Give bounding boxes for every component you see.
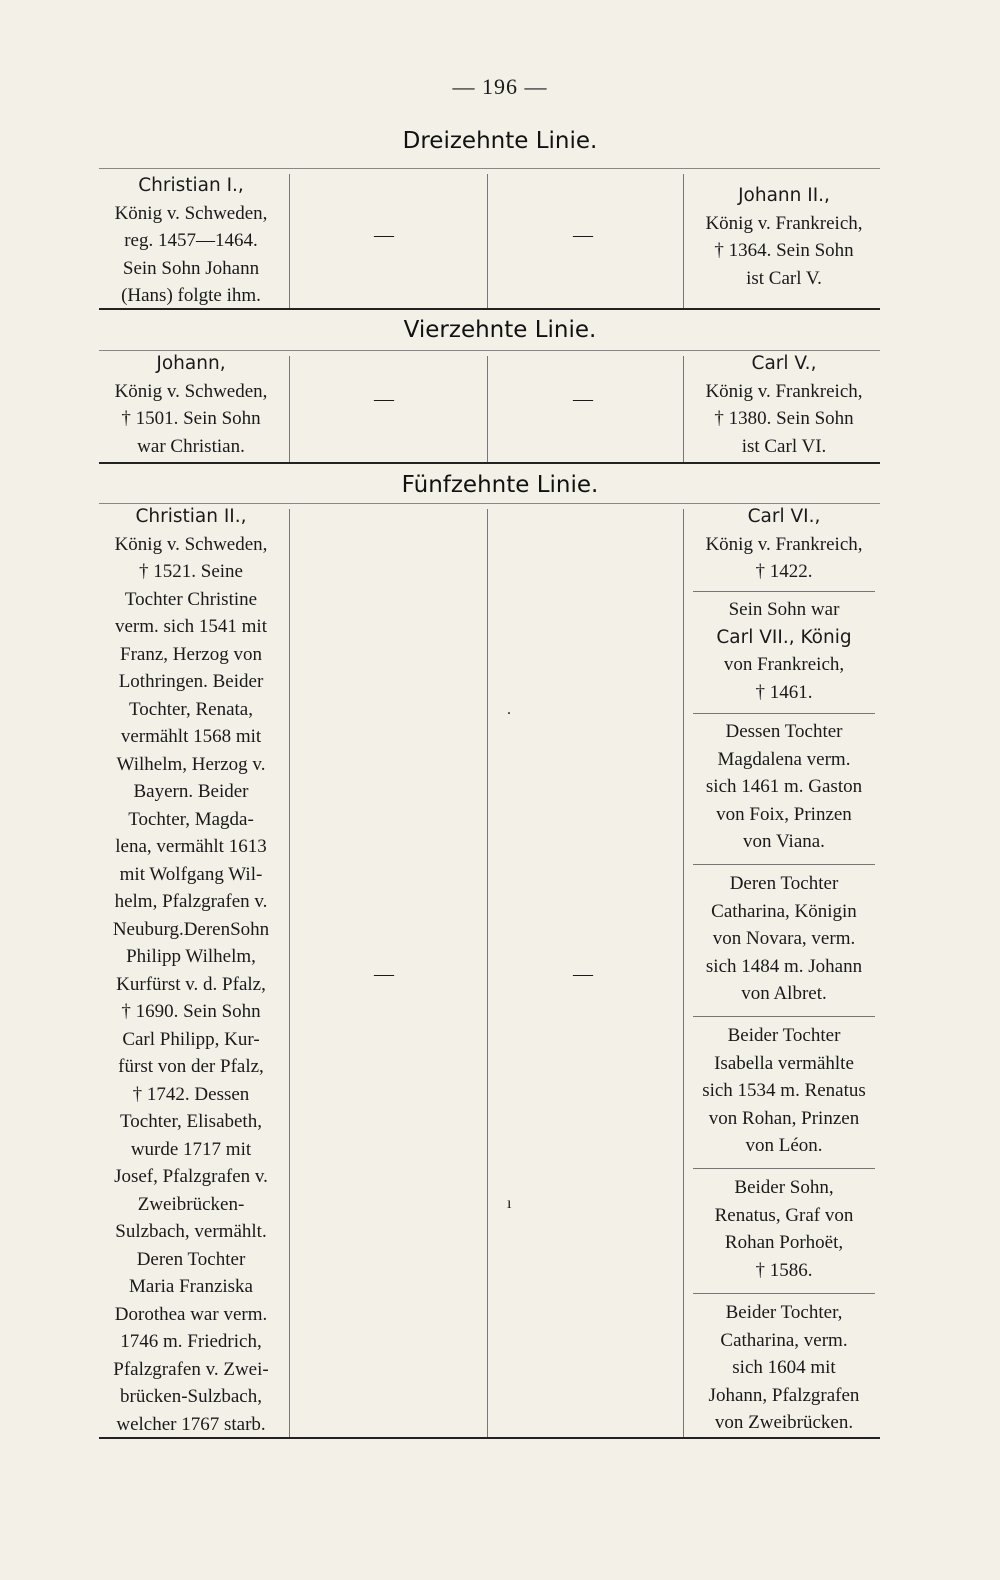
right-entry-block xyxy=(688,718,880,856)
entry-line: Beider Tochter xyxy=(727,1025,841,1046)
section-title-13: Dreizehnte Linie. xyxy=(402,128,598,154)
lineage-table-13 xyxy=(99,168,880,310)
entry-line: von Rohan, Prinzen xyxy=(708,1107,860,1129)
left-entry xyxy=(99,172,283,310)
right-entry xyxy=(688,182,880,292)
entry-line: 1746 m. Friedrich, xyxy=(120,1331,262,1352)
right-entry-block xyxy=(688,1299,880,1437)
entry-line: sich 1484 m. Johann xyxy=(705,955,863,977)
entry-line: von Léon. xyxy=(745,1135,823,1156)
table-bottom-rule xyxy=(99,1437,880,1439)
entry-line: (Hans) folgte ihm. xyxy=(121,285,261,306)
entry-line: Lothringen. Beider xyxy=(118,671,264,692)
column-divider xyxy=(487,356,488,462)
column-divider xyxy=(487,509,488,1437)
block-divider xyxy=(693,864,875,865)
entry-line: Catharina, verm. xyxy=(720,1329,848,1351)
entry-line: vermählt 1568 mit xyxy=(120,726,262,747)
column-divider xyxy=(487,174,488,308)
empty-dash: — xyxy=(573,224,593,246)
entry-line: Catharina, Königin xyxy=(711,900,857,922)
entry-line: † 1742. Dessen xyxy=(132,1083,250,1105)
entry-line: war Christian. xyxy=(137,435,245,457)
empty-dash: — xyxy=(374,224,394,246)
entry-line: mit Wolfgang Wil- xyxy=(119,863,263,885)
entry-line: ist Carl VI. xyxy=(741,435,827,457)
entry-line: Bayern. Beider xyxy=(133,781,249,802)
empty-dash: — xyxy=(573,388,593,410)
entry-line: ist Carl V. xyxy=(746,267,822,289)
entry-line: Franz, Herzog von xyxy=(120,643,262,665)
entry-line: † 1380. Sein Sohn xyxy=(714,408,854,429)
left-entry xyxy=(99,350,283,460)
entry-line: Sein Sohn war xyxy=(728,599,840,620)
entry-line: Carl VII., König xyxy=(716,626,852,648)
entry-line: Rohan Porhoët, xyxy=(724,1232,844,1253)
entry-line: † 1461. xyxy=(755,681,813,703)
right-entry-block xyxy=(688,596,880,706)
entry-line: von Zweibrücken. xyxy=(714,1412,854,1433)
entry-line: Neuburg.DerenSohn xyxy=(112,918,270,940)
entry-line: Carl V., xyxy=(751,353,817,374)
entry-line: Deren Tochter xyxy=(136,1248,246,1270)
entry-line: Carl Philipp, Kur- xyxy=(122,1028,260,1050)
entry-line: Carl VI., xyxy=(747,506,821,527)
entry-line: König v. Frankreich, xyxy=(705,533,863,555)
entry-line: verm. sich 1541 mit xyxy=(115,616,267,637)
block-divider xyxy=(693,713,875,714)
entry-line: von Frankreich, xyxy=(723,654,845,675)
entry-line: sich 1534 m. Renatus xyxy=(702,1080,866,1101)
page-number: — 196 — xyxy=(452,74,548,99)
block-divider xyxy=(693,1293,875,1294)
entry-line: Dessen Tochter xyxy=(725,721,843,742)
entry-line: † 1364. Sein Sohn xyxy=(714,240,854,261)
section-title-14: Vierzehnte Linie. xyxy=(403,317,597,343)
entry-line: Beider Tochter, xyxy=(725,1302,843,1323)
entry-line: Kurfürst v. d. Pfalz, xyxy=(116,973,266,995)
stray-mark: . xyxy=(507,701,511,718)
entry-line: helm, Pfalzgrafen v. xyxy=(114,891,268,912)
right-entry-block xyxy=(688,503,880,586)
column-divider xyxy=(683,174,684,308)
entry-line: Christian I., xyxy=(138,175,244,196)
column-divider xyxy=(289,509,290,1437)
table-bottom-rule xyxy=(99,308,880,310)
entry-line: Isabella vermählte xyxy=(714,1052,854,1074)
column-divider xyxy=(289,356,290,462)
entry-line: Renatus, Graf von xyxy=(714,1204,854,1226)
right-entry-block xyxy=(688,1022,880,1160)
table-bottom-rule xyxy=(99,462,880,464)
entry-line: Tochter, Renata, xyxy=(129,698,253,720)
entry-line: † 1501. Sein Sohn xyxy=(121,408,261,429)
right-entry-block xyxy=(688,1174,880,1284)
stray-mark: ı xyxy=(507,1195,512,1212)
lineage-table-15 xyxy=(99,503,880,1439)
entry-line: von Foix, Prinzen xyxy=(716,803,852,825)
entry-line: Tochter, Magda- xyxy=(128,808,254,830)
column-divider xyxy=(683,356,684,462)
column-divider xyxy=(289,174,290,308)
entry-line: lena, vermählt 1613 xyxy=(115,836,267,857)
entry-line: Johann, xyxy=(156,353,226,374)
entry-line: Philipp Wilhelm, xyxy=(126,946,256,967)
entry-line: sich 1604 mit xyxy=(732,1357,836,1378)
empty-dash: — xyxy=(573,963,593,985)
entry-line: Zweibrücken- xyxy=(137,1193,245,1215)
entry-line: Tochter Christine xyxy=(124,588,258,610)
entry-line: König v. Schweden, xyxy=(114,533,268,555)
entry-line: wurde 1717 mit xyxy=(130,1138,252,1160)
entry-line: Josef, Pfalzgrafen v. xyxy=(114,1166,268,1187)
entry-line: Sulzbach, vermählt. xyxy=(115,1221,267,1242)
empty-dash: — xyxy=(374,963,394,985)
entry-line: Johann, Pfalzgrafen xyxy=(708,1384,860,1406)
entry-line: von Albret. xyxy=(741,983,827,1004)
right-entry-block xyxy=(688,870,880,1008)
entry-line: Wilhelm, Herzog v. xyxy=(116,753,266,775)
entry-line: Magdalena verm. xyxy=(717,748,851,770)
entry-line: † 1521. Seine xyxy=(139,561,243,582)
entry-line: Christian II., xyxy=(135,506,247,527)
entry-line: Pfalzgrafen v. Zwei- xyxy=(113,1358,269,1380)
block-divider xyxy=(693,1168,875,1169)
right-entry xyxy=(688,350,880,460)
entry-line: König v. Schweden, xyxy=(114,202,268,224)
block-divider xyxy=(693,1016,875,1017)
entry-line: von Viana. xyxy=(743,831,825,852)
entry-line: Johann II., xyxy=(738,185,830,206)
entry-line: Beider Sohn, xyxy=(734,1177,834,1198)
entry-line: König v. Frankreich, xyxy=(705,380,863,402)
entry-line: reg. 1457—1464. xyxy=(124,230,258,251)
entry-line: Tochter, Elisabeth, xyxy=(120,1111,262,1132)
table-top-rule xyxy=(99,168,880,169)
entry-line: brücken-Sulzbach, xyxy=(120,1386,262,1407)
entry-line: sich 1461 m. Gaston xyxy=(705,776,863,797)
section-title-15: Fünfzehnte Linie. xyxy=(401,472,599,498)
block-divider xyxy=(693,591,875,592)
entry-line: von Novara, verm. xyxy=(712,928,856,949)
entry-line: fürst von der Pfalz, xyxy=(118,1056,264,1077)
empty-dash: — xyxy=(374,388,394,410)
entry-line: † 1690. Sein Sohn xyxy=(121,1001,261,1022)
entry-line: König v. Frankreich, xyxy=(705,212,863,234)
entry-line: Maria Franziska xyxy=(129,1276,253,1297)
entry-line: Sein Sohn Johann xyxy=(122,257,260,279)
entry-line: † 1586. xyxy=(755,1259,813,1281)
left-entry xyxy=(99,503,283,1438)
entry-line: welcher 1767 starb. xyxy=(116,1413,266,1435)
entry-line: König v. Schweden, xyxy=(114,380,268,402)
entry-line: Dorothea war verm. xyxy=(114,1303,268,1325)
entry-line: Deren Tochter xyxy=(729,873,839,894)
lineage-table-14 xyxy=(99,350,880,464)
entry-line: † 1422. xyxy=(755,561,813,582)
column-divider xyxy=(683,509,684,1437)
